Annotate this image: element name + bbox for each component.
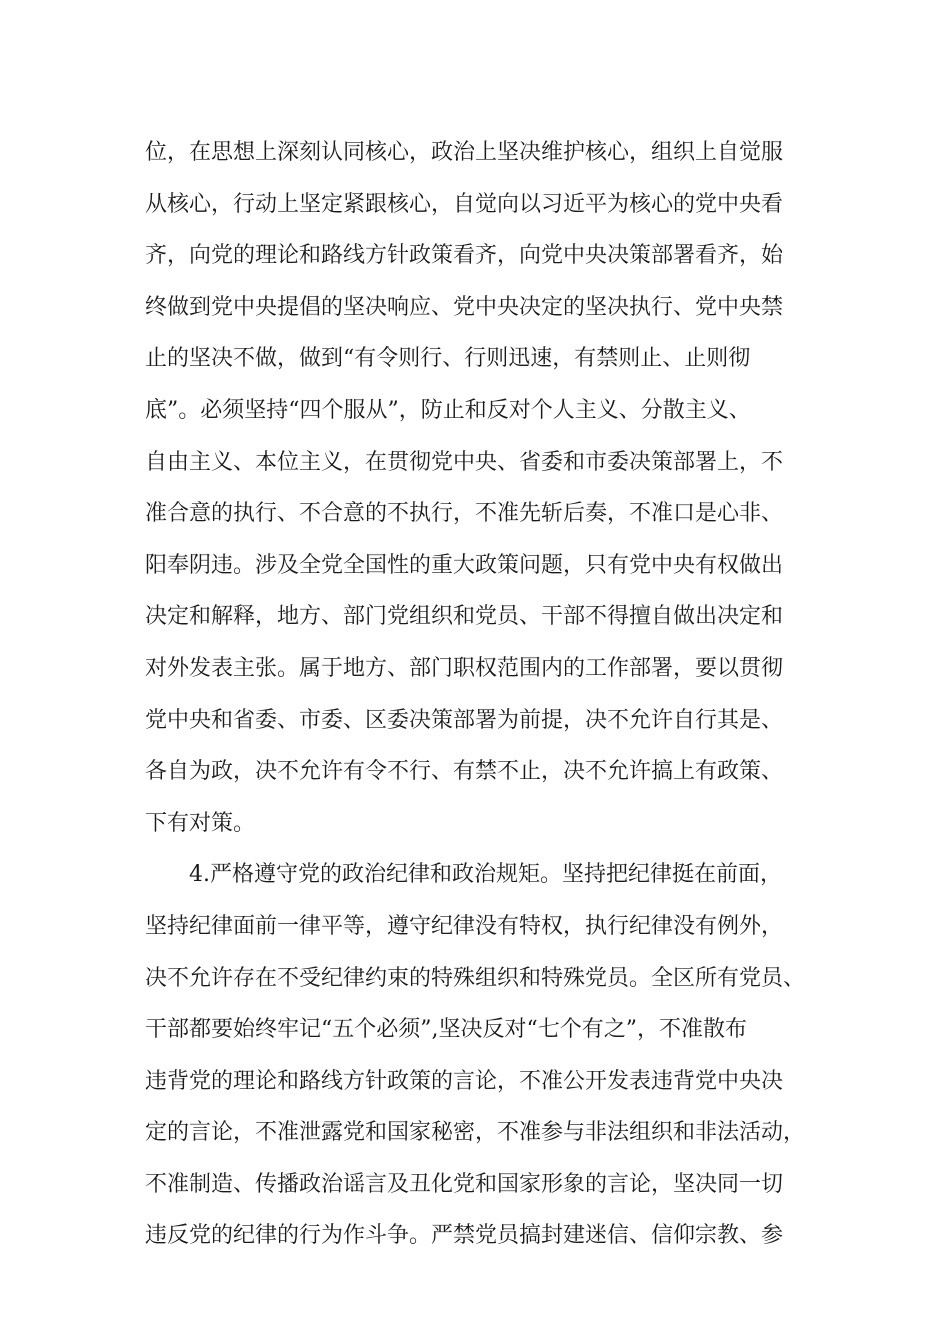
text-line: 不准制造、传播政治谣言及丑化党和国家形象的言论，坚决同一切 [145,1171,784,1197]
text-line: 对外发表主张。属于地方、部门职权范围内的工作部署，要以贯彻 [145,655,784,681]
text-line: 止的坚决不做，做到“有令则行、行则迅速，有禁则止、止则彻 [145,346,751,372]
text-line: 4.严格遵守党的政治纪律和政治规矩。坚持把纪律挺在前面， [189,862,782,888]
text-line: 终做到党中央提倡的坚决响应、党中央决定的坚决执行、党中央禁 [145,294,784,320]
text-line: 党中央和省委、市委、区委决策部署为前提，决不允许自行其是、 [145,707,784,733]
text-line: 决定和解释，地方、部门党组织和党员、干部不得擅自做出决定和 [145,604,784,630]
body-text [145,127,805,1262]
text-line: 违反党的纪律的行为作斗争。严禁党员搞封建迷信、信仰宗教、参 [145,1223,784,1249]
text-line: 齐，向党的理论和路线方针政策看齐，向党中央决策部署看齐，始 [145,243,784,269]
text-line: 准合意的执行、不合意的不执行，不准先斩后奏，不准口是心非、 [145,501,784,527]
text-line: 底”。必须坚持“四个服从”，防止和反对个人主义、分散主义、 [145,397,751,423]
text-line: 阳奉阴违。涉及全党全国性的重大政策问题，只有党中央有权做出 [145,552,784,578]
text-line: 自由主义、本位主义，在贯彻党中央、省委和市委决策部署上，不 [145,449,784,475]
text-line: 决不允许存在不受纪律约束的特殊组织和特殊党员。全区所有党员、 [145,965,806,991]
text-line: 干部都要始终牢记“五个必须”,坚决反对“七个有之”，不准散布 [145,1017,747,1043]
text-line: 定的言论，不准泄露党和国家秘密，不准参与非法组织和非法活动， [145,1120,806,1146]
paragraph-1 [145,127,805,849]
text-line: 坚持纪律面前一律平等，遵守纪律没有特权，执行纪律没有例外， [145,913,784,939]
text-line: 各自为政，决不允许有令不行、有禁不止，决不允许搞上有政策、 [145,759,784,785]
text-line: 位，在思想上深刻认同核心，政治上坚决维护核心，组织上自觉服 [145,140,784,165]
paragraph-2 [145,849,805,1262]
text-line: 下有对策。 [145,810,256,836]
text-line: 从核心，行动上坚定紧跟核心，自觉向以习近平为核心的党中央看 [145,191,784,217]
text-line: 违背党的理论和路线方针政策的言论，不准公开发表违背党中央决 [145,1068,784,1094]
